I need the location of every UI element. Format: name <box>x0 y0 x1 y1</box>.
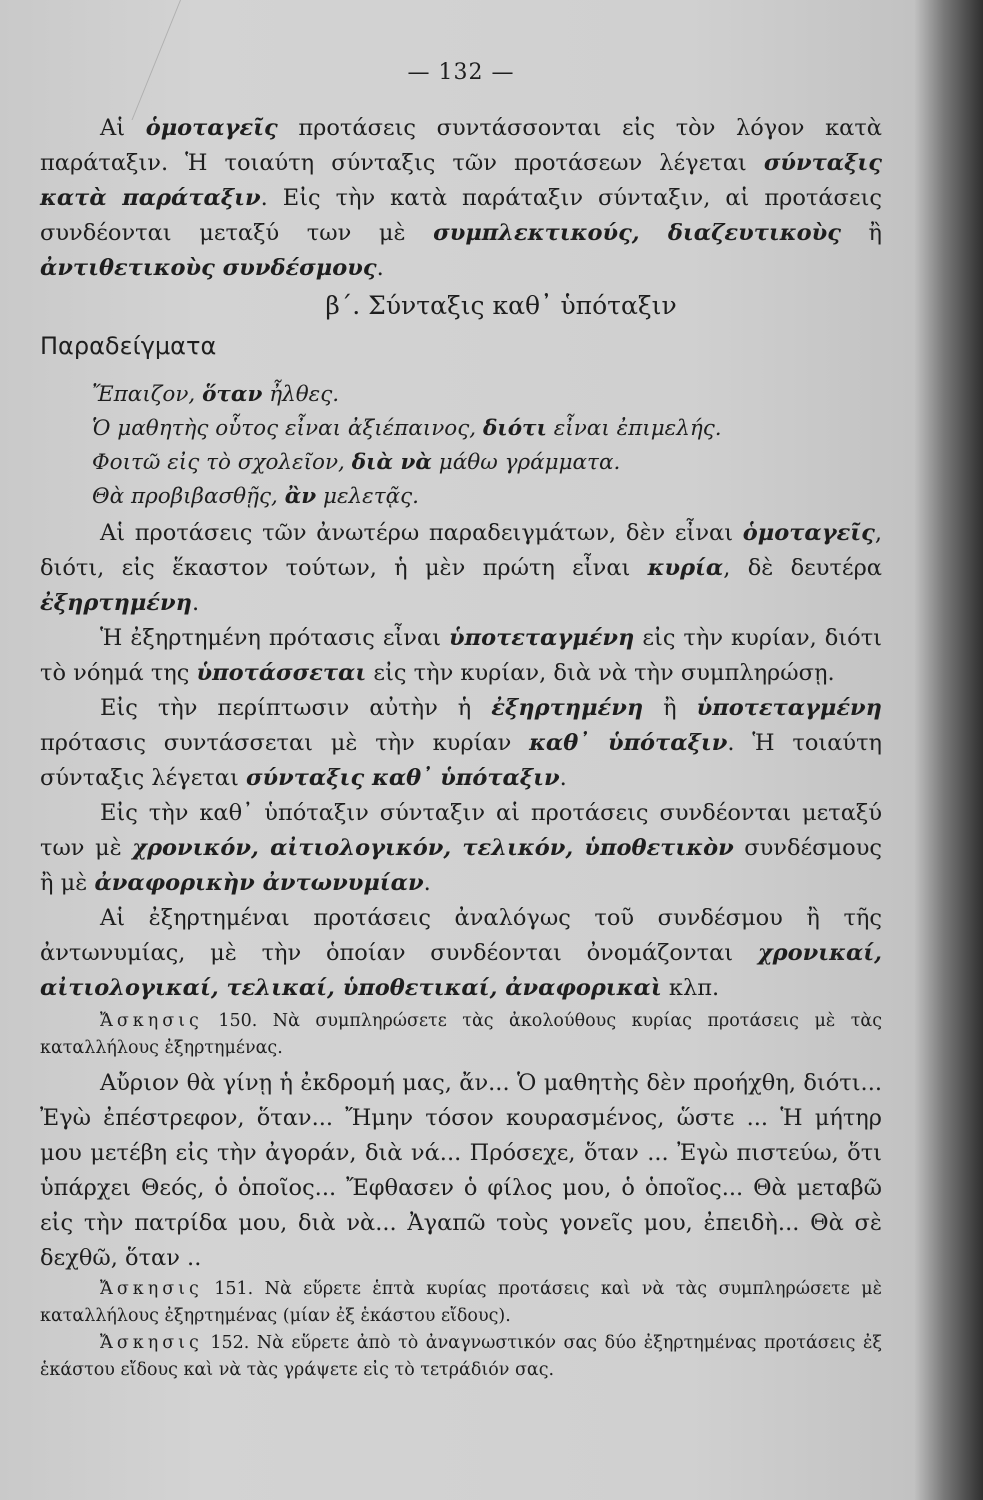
paragraph-not-coordinate: Αἱ προτάσεις τῶν ἀνωτέρω παραδειγμάτων, δὲν εἶναι ὁμοταγεῖς, διότι, εἰς ἕκαστον τούτων, ἡ μὲν πρώτη εἶναι κυρία, δὲ δευτέρα ἐξηρτημένη. <box>40 520 882 616</box>
paragraph-subordinate: Ἡ ἐξηρτημένη πρότασις εἶναι ὑποτεταγμένη εἰς τὴν κυρίαν, διότι τὸ νόημά της ὑποτάσσεται εἰς τὴν κυρίαν, διὰ νὰ τὴν συμπληρώσῃ. <box>40 625 882 686</box>
paragraph-conjunctions: Εἰς τὴν καθ᾽ ὑπόταξιν σύνταξιν αἱ προτάσεις συνδέονται μεταξύ των μὲ χρονικόν, αἰτιολογικόν, τελικόν, ὑποθετικὸν συνδέσμους ἢ μὲ ἀναφορικὴν ἀντωνυμίαν. <box>40 800 882 896</box>
example-line: Ἔπαιζον, ὅταν ἦλθες. <box>92 382 340 407</box>
example-line: Θὰ προβιβασθῇς, ἂν μελετᾷς. <box>92 484 419 509</box>
examples-label: Παραδείγματα <box>40 332 217 360</box>
exercise-150: Ἄσκησις 150. Νὰ συμπληρώσετε τὰς ἀκολούθους κυρίας προτάσεις μὲ τὰς καταλλήλους ἐξηρτημένας. <box>40 1011 883 1058</box>
example-line: Ὁ μαθητὴς οὗτος εἶναι ἀξιέπαινος, διότι εἶναι ἐπιμελής. <box>92 416 722 441</box>
exercise-152: Ἄσκησις 152. Νὰ εὕρετε ἀπὸ τὸ ἀναγνωστικόν σας δύο ἐξηρτημένας προτάσεις ἐξ ἑκάστου εἴδους καὶ νὰ τὰς γράψετε εἰς τὸ τετράδιόν σας. <box>40 1333 882 1380</box>
paragraph-parataxis: Αἱ ὁμοταγεῖς προτάσεις συντάσσονται εἰς τὸν λόγον κατὰ παράταξιν. Ἡ τοιαύτη σύνταξις τῶν προτάσεων λέγεται σύνταξις κατὰ παράταξιν. Εἰς τὴν κατὰ παράταξιν σύνταξιν, αἱ προτάσεις συνδέονται μεταξύ των μὲ συμπλεκτικούς, διαζευτικοὺς ἢ ἀντιθετικοὺς συνδέσμους. <box>40 115 883 281</box>
exercise-150-sentences: Αὔριον θὰ γίνῃ ἡ ἐκδρομή μας, ἄν... Ὁ μαθητὴς δὲν προήχθη, διότι... Ἐγὼ ἐπέστρεφον, ὅταν... Ἤμην τόσον κουρασμένος, ὥστε ... Ἡ μήτηρ μου μετέβη εἰς τὴν ἀγοράν, διὰ νά... Πρόσεχε, ὅταν ... Ἐγὼ πιστεύω, ὅτι ὑπάρχει Θεός, ὁ ὁποῖος... Ἔφθασεν ὁ φίλος μου, ὁ ὁποῖος... Θὰ μεταβῶ εἰς τὴν πατρίδα μου, διὰ νὰ... Ἀγαπῶ τοὺς γονεῖς μου, ἐπειδὴ... Θὰ σὲ δεχθῶ, ὅταν .. <box>40 1070 882 1271</box>
page-text <box>40 60 882 1384</box>
paragraph-hypotaxis: Εἰς τὴν περίπτωσιν αὐτὴν ἡ ἐξηρτημένη ἢ ὑποτεταγμένη πρότασις συντάσσεται μὲ τὴν κυρίαν καθ᾽ ὑπόταξιν. Ἡ τοιαύτη σύνταξις λέγεται σύνταξις καθ᾽ ὑπόταξιν. <box>40 695 883 791</box>
exercise-151: Ἄσκησις 151. Νὰ εὕρετε ἑπτὰ κυρίας προτάσεις καὶ νὰ τὰς συμπληρώσετε μὲ καταλλήλους ἐξηρτημένας (μίαν ἐξ ἑκάστου εἴδους). <box>40 1279 883 1326</box>
example-line: Φοιτῶ εἰς τὸ σχολεῖον, διὰ νὰ μάθω γράμματα. <box>92 450 621 475</box>
page-number: — 132 — <box>407 60 515 85</box>
section-heading: β΄. Σύνταξις καθ᾽ ὑπόταξιν <box>325 291 677 320</box>
paragraph-clause-types: Αἱ ἐξηρτημέναι προτάσεις ἀναλόγως τοῦ συνδέσμου ἢ τῆς ἀντωνυμίας, μὲ τὴν ὁποίαν συνδέονται ὀνομάζονται χρονικαί, αἰτιολογικαί, τελικαί, ὑποθετικαί, ἀναφορικαὶ κλπ. <box>40 905 882 1001</box>
